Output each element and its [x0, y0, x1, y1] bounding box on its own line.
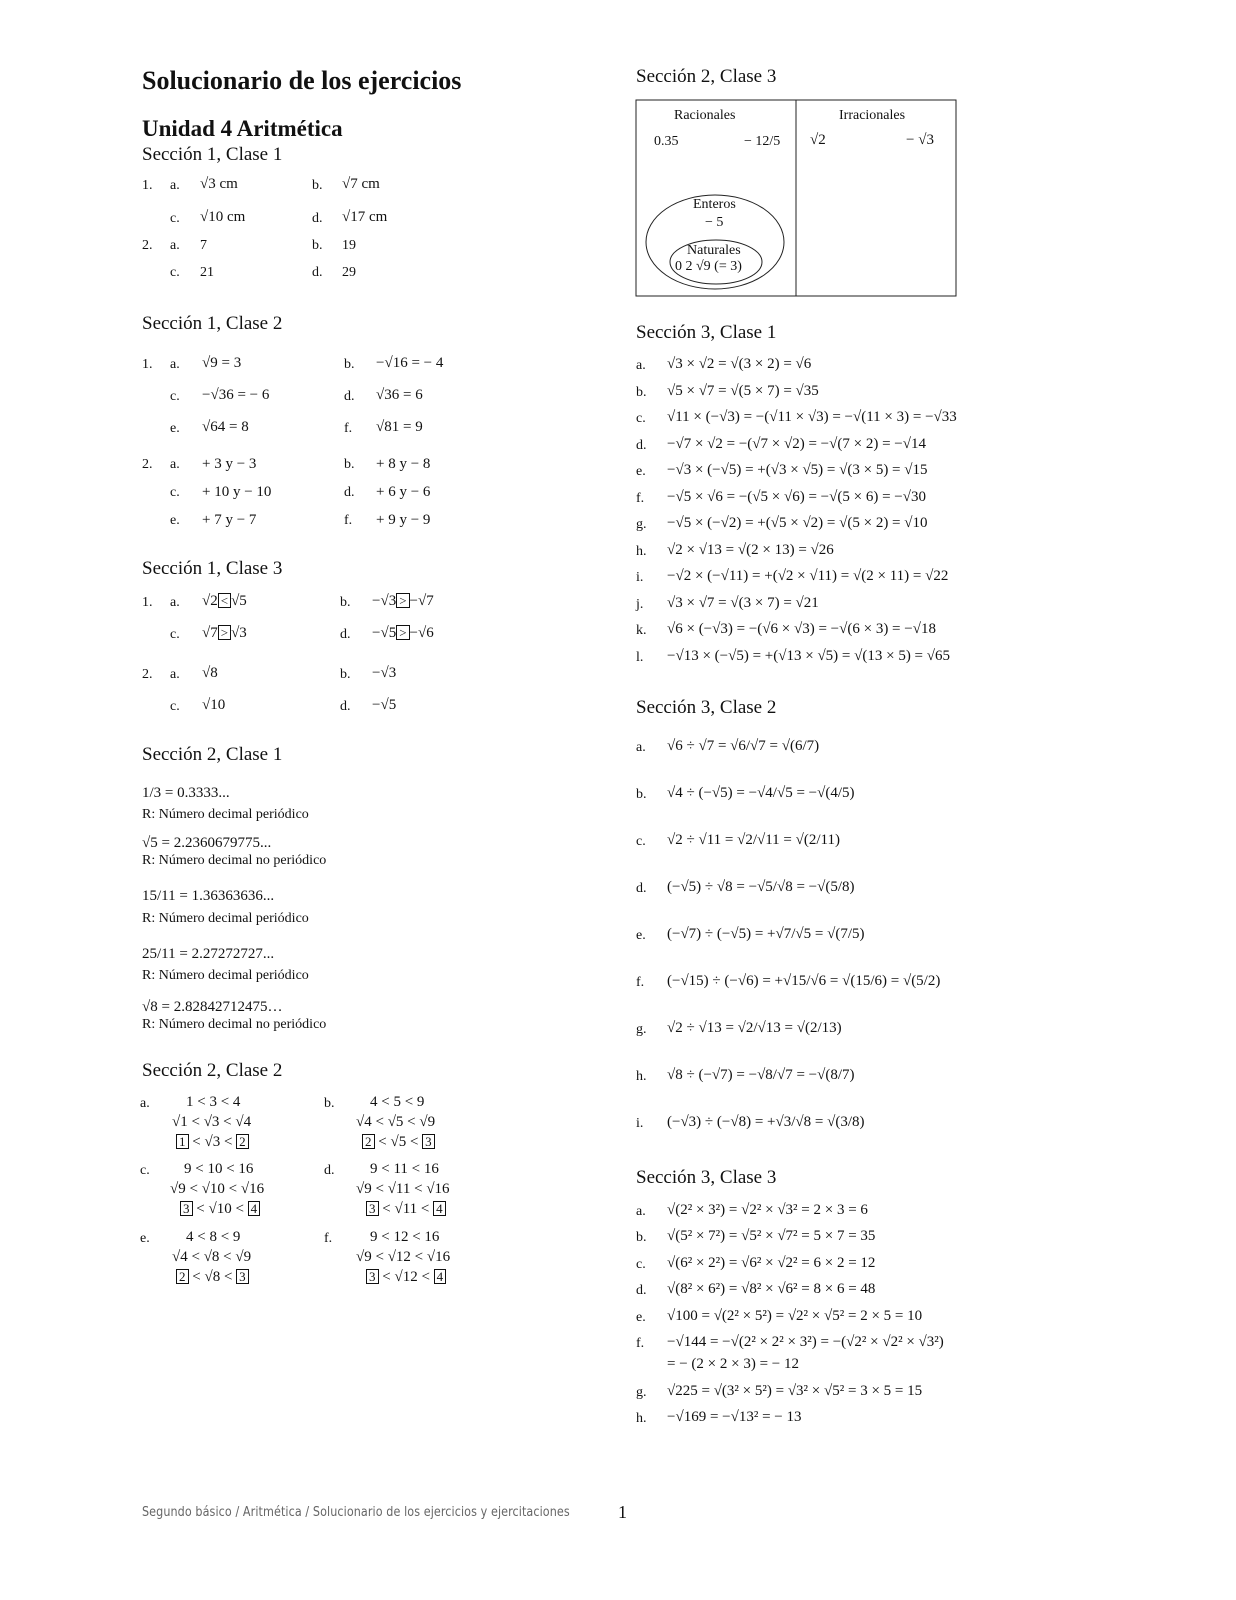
item-label: b.: [344, 357, 355, 372]
heading-s2c1: Sección 2, Clase 1: [142, 744, 283, 765]
item-label: b.: [340, 667, 351, 682]
boxed-result: 2 < √8 < 3: [176, 1269, 249, 1286]
equation: √2 × √13 = √(2 × 13) = √26: [667, 541, 834, 558]
inequality: √1 < √3 < √4: [172, 1114, 252, 1130]
answer: −√5: [372, 697, 397, 713]
item-number: 2.: [142, 457, 153, 472]
item-label: c.: [170, 485, 180, 500]
item-label: b.: [636, 384, 647, 400]
item-label: f.: [344, 421, 353, 436]
item-label: c.: [636, 411, 646, 426]
naturals-values: 0 2 √9 (= 3): [675, 259, 742, 274]
item-label: a.: [170, 357, 180, 372]
equation: √(2² × 3²) = √2² × √3² = 2 × 3 = 6: [667, 1202, 868, 1218]
item-label: b.: [324, 1096, 335, 1111]
answer: √64 = 8: [202, 419, 249, 435]
classification: R: Número decimal no periódico: [142, 853, 327, 868]
answer: √8: [202, 665, 218, 681]
answer: √10 cm: [200, 209, 246, 225]
item-label: e.: [636, 464, 646, 479]
answer: √36 = 6: [376, 387, 423, 403]
answer: 29: [342, 265, 356, 280]
boxed-result: 3 < √10 < 4: [180, 1201, 260, 1218]
equation: −√3 × (−√5) = +(√3 × √5) = √(3 × 5) = √15: [667, 462, 928, 478]
item-number: 1.: [142, 595, 153, 610]
inequality: √4 < √8 < √9: [172, 1249, 252, 1265]
item-label: b.: [312, 238, 323, 253]
item-label: a.: [140, 1096, 150, 1111]
item-label: e.: [170, 513, 180, 528]
item-label: e.: [140, 1231, 150, 1246]
equation: √(5² × 7²) = √5² × √7² = 5 × 7 = 35: [667, 1228, 876, 1244]
item-number: 2.: [142, 667, 153, 682]
equation: √6 ÷ √7 = √6/√7 = √(6/7): [667, 738, 820, 754]
decimal-expansion: √8 = 2.82842712475…: [142, 999, 283, 1015]
equation: √225 = √(3² × 5²) = √3² × √5² = 3 × 5 = 15: [667, 1383, 923, 1399]
decimal-expansion: 25/11 = 2.27272727...: [142, 946, 275, 962]
unit-title: Unidad 4 Aritmética: [142, 116, 343, 141]
item-label: d.: [636, 1283, 647, 1298]
item-label: a.: [636, 1204, 646, 1219]
boxed-result: 1 < √3 < 2: [176, 1134, 249, 1151]
equation: √6 × (−√3) = −(√6 × √3) = −√(6 × 3) = −√18: [667, 621, 936, 637]
item-label: d.: [340, 699, 351, 714]
heading-s1c2: Sección 1, Clase 2: [142, 313, 283, 334]
item-label: d.: [324, 1163, 335, 1178]
item-label: f.: [636, 490, 645, 506]
answer: 21: [200, 265, 214, 280]
answer: + 9 y − 9: [376, 512, 431, 528]
item-label: e.: [636, 928, 646, 943]
rational-value: − 12/5: [744, 134, 781, 149]
item-label: b.: [344, 457, 355, 472]
item-label: d.: [312, 265, 323, 280]
inequality: 4 < 8 < 9: [186, 1229, 241, 1245]
item-label: c.: [170, 211, 180, 226]
inequality: 1 < 3 < 4: [186, 1094, 241, 1110]
heading-s1c3: Sección 1, Clase 3: [142, 558, 283, 579]
equation: √3 × √7 = √(3 × 7) = √21: [667, 594, 819, 611]
boxed-result: 2 < √5 < 3: [362, 1134, 435, 1151]
equation: −√2 × (−√11) = +(√2 × √11) = √(2 × 11) = √22: [667, 568, 949, 584]
inequality: 9 < 10 < 16: [184, 1161, 254, 1177]
item-label: d.: [636, 437, 647, 453]
answer: + 8 y − 8: [376, 456, 431, 472]
comparison: −√3 > −√7: [372, 593, 434, 609]
item-number: 1.: [142, 178, 153, 193]
item-label: c.: [170, 699, 180, 714]
footer-text: Segundo básico / Aritmética / Solucionario de los ejercicios y ejercitaciones: [142, 1505, 570, 1520]
integers-label: Enteros: [693, 197, 736, 212]
answer: √17 cm: [342, 209, 388, 225]
inequality: √9 < √12 < √16: [356, 1249, 451, 1265]
item-label: b.: [312, 178, 323, 193]
heading-s2c3: Sección 2, Clase 3: [636, 66, 777, 87]
item-label: d.: [312, 211, 323, 226]
decimal-expansion: √5 = 2.2360679775...: [142, 835, 272, 851]
item-label: c.: [170, 627, 180, 642]
equation: −√13 × (−√5) = +(√13 × √5) = √(13 × 5) = √65: [667, 647, 951, 664]
item-number: 1.: [142, 357, 153, 372]
equation: √5 × √7 = √(5 × 7) = √35: [667, 382, 819, 399]
heading-s3c1: Sección 3, Clase 1: [636, 322, 777, 343]
equation: √3 × √2 = √(3 × 2) = √6: [667, 356, 812, 372]
item-label: a.: [170, 667, 180, 682]
item-label: b.: [636, 787, 647, 802]
answer: + 3 y − 3: [202, 456, 257, 472]
inequality: √9 < √10 < √16: [170, 1181, 265, 1197]
heading-s2c2: Sección 2, Clase 2: [142, 1060, 283, 1081]
item-label: a.: [170, 238, 180, 253]
item-label: f.: [324, 1231, 333, 1246]
item-label: g.: [636, 517, 647, 532]
answer: √3 cm: [200, 176, 238, 192]
answer: −√3: [372, 665, 397, 681]
item-label: c.: [170, 389, 180, 404]
item-label: f.: [636, 975, 645, 990]
answer: √7 cm: [342, 176, 380, 192]
inequality: √9 < √11 < √16: [356, 1181, 450, 1197]
item-label: j.: [636, 596, 644, 612]
inequality: 4 < 5 < 9: [370, 1094, 425, 1110]
equation: √8 ÷ (−√7) = −√8/√7 = −√(8/7): [667, 1067, 855, 1083]
item-label: d.: [340, 627, 351, 642]
equation: −√7 × √2 = −(√7 × √2) = −√(7 × 2) = −√14: [667, 435, 926, 452]
item-label: a.: [170, 178, 180, 193]
decimal-expansion: 15/11 = 1.36363636...: [142, 888, 275, 904]
comparison: √7 > √3: [202, 625, 247, 641]
heading-s3c2: Sección 3, Clase 2: [636, 697, 777, 718]
decimal-expansion: 1/3 = 0.3333...: [142, 785, 230, 801]
classification: R: Número decimal periódico: [142, 807, 309, 822]
equation: (−√15) ÷ (−√6) = +√15/√6 = √(15/6) = √(5/2): [667, 973, 941, 989]
item-label: b.: [340, 595, 351, 610]
classification: R: Número decimal periódico: [142, 911, 309, 926]
item-label: a.: [636, 358, 646, 373]
equation: √11 × (−√3) = −(√11 × √3) = −√(11 × 3) = −√33: [667, 409, 957, 425]
item-label: h.: [636, 1069, 647, 1084]
integers-value: − 5: [705, 215, 724, 230]
item-label: b.: [636, 1230, 647, 1245]
heading-s3c3: Sección 3, Clase 3: [636, 1167, 777, 1188]
answer: + 6 y − 6: [376, 484, 431, 500]
equation: √2 ÷ √11 = √2/√11 = √(2/11): [667, 832, 840, 848]
equation: (−√5) ÷ √8 = −√5/√8 = −√(5/8): [667, 879, 855, 895]
irrational-value: − √3: [906, 132, 934, 148]
item-label: a.: [170, 457, 180, 472]
equation: (−√7) ÷ (−√5) = +√7/√5 = √(7/5): [667, 926, 865, 942]
item-label: c.: [636, 1257, 646, 1272]
item-label: f.: [344, 513, 353, 528]
inequality: √4 < √5 < √9: [356, 1114, 436, 1130]
item-label: g.: [636, 1385, 647, 1400]
item-number: 2.: [142, 238, 153, 253]
inequality: 9 < 11 < 16: [370, 1161, 439, 1177]
answer: + 7 y − 7: [202, 512, 257, 528]
item-label: c.: [636, 834, 646, 849]
item-label: g.: [636, 1022, 647, 1037]
item-label: c.: [170, 265, 180, 280]
equation: −√5 × (−√2) = +(√5 × √2) = √(5 × 2) = √10: [667, 515, 928, 531]
classification: R: Número decimal periódico: [142, 968, 309, 983]
equation: √100 = √(2² × 5²) = √2² × √5² = 2 × 5 = 10: [667, 1308, 923, 1324]
equation: √(6² × 2²) = √6² × √2² = 6 × 2 = 12: [667, 1255, 876, 1271]
answer: √81 = 9: [376, 419, 423, 435]
comparison: √2 < √5: [202, 593, 247, 609]
equation: −√5 × √6 = −(√5 × √6) = −√(5 × 6) = −√30: [667, 488, 926, 505]
classification: R: Número decimal no periódico: [142, 1017, 327, 1032]
answer: + 10 y − 10: [202, 484, 272, 500]
item-label: c.: [140, 1163, 150, 1178]
equation: √2 ÷ √13 = √2/√13 = √(2/13): [667, 1020, 842, 1036]
boxed-result: 3 < √11 < 4: [366, 1201, 446, 1218]
rational-value: 0.35: [654, 134, 679, 149]
item-label: f.: [636, 1336, 645, 1351]
heading-s1c1: Sección 1, Clase 1: [142, 144, 283, 165]
equation: (−√3) ÷ (−√8) = +√3/√8 = √(3/8): [667, 1114, 865, 1130]
page-number: 1: [618, 1502, 627, 1522]
answer: 7: [200, 238, 207, 253]
page-title: Solucionario de los ejercicios: [142, 66, 462, 95]
answer: −√36 = − 6: [202, 387, 270, 403]
number-sets-diagram: [0, 0, 1236, 320]
item-label: d.: [344, 389, 355, 404]
irrationals-label: Irracionales: [839, 108, 906, 123]
answer: √10: [202, 697, 226, 713]
irrational-value: √2: [810, 132, 826, 148]
item-label: a.: [170, 595, 180, 610]
item-label: k.: [636, 623, 647, 638]
inequality: 9 < 12 < 16: [370, 1229, 440, 1245]
item-label: h.: [636, 1411, 647, 1426]
item-label: d.: [344, 485, 355, 500]
item-label: h.: [636, 543, 647, 559]
equation-continuation: = − (2 × 2 × 3) = − 12: [667, 1356, 799, 1372]
item-label: i.: [636, 570, 644, 585]
item-label: e.: [636, 1310, 646, 1325]
answer: 19: [342, 238, 356, 253]
item-label: d.: [636, 881, 647, 896]
equation: √(8² × 6²) = √8² × √6² = 8 × 6 = 48: [667, 1281, 876, 1297]
answer: −√16 = − 4: [376, 355, 444, 371]
item-label: a.: [636, 740, 646, 755]
answer: √9 = 3: [202, 355, 242, 371]
equation: −√144 = −√(2² × 2² × 3²) = −(√2² × √2² × √3²): [667, 1334, 944, 1350]
item-label: l.: [636, 649, 644, 665]
equation: √4 ÷ (−√5) = −√4/√5 = −√(4/5): [667, 785, 855, 801]
item-label: i.: [636, 1116, 644, 1131]
comparison: −√5 > −√6: [372, 625, 434, 641]
rationals-label: Racionales: [674, 108, 736, 123]
naturals-label: Naturales: [687, 243, 741, 258]
boxed-result: 3 < √12 < 4: [366, 1269, 446, 1286]
item-label: e.: [170, 421, 180, 436]
equation: −√169 = −√13² = − 13: [667, 1409, 802, 1425]
